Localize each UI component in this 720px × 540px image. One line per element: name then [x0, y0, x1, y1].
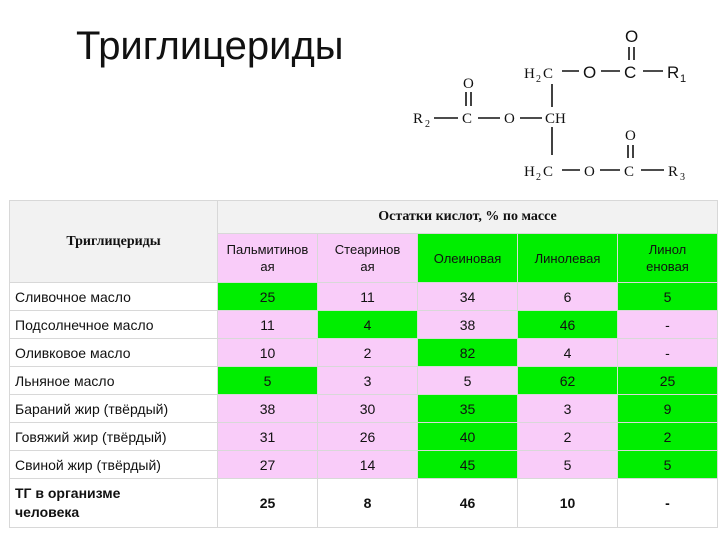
- table-cell: 3: [518, 395, 618, 423]
- table-cell: 46: [518, 311, 618, 339]
- table-cell: 5: [418, 367, 518, 395]
- table-cell: 9: [618, 395, 718, 423]
- row-label: Оливковое масло: [10, 339, 218, 367]
- table-row: [10, 451, 718, 479]
- formula-atom-o: O: [583, 63, 597, 82]
- table-cell: 5: [518, 451, 618, 479]
- formula-atom-o: O: [504, 111, 515, 127]
- table-cell: 11: [318, 283, 418, 311]
- table-cell: 5: [218, 367, 318, 395]
- row-label: Говяжий жир (твёрдый): [10, 423, 218, 451]
- table-row: [10, 339, 718, 367]
- table-corner-header: Триглицериды: [10, 201, 218, 283]
- formula-atom-c: C: [624, 63, 637, 82]
- column-header-line1: Стеаринов: [334, 242, 401, 257]
- column-header-line1: Олеиновая: [433, 250, 502, 266]
- column-header-line1: Линол: [648, 242, 687, 257]
- table-cell: 35: [418, 395, 518, 423]
- row-label-line2: человека: [15, 504, 80, 520]
- formula-atom-o: O: [625, 27, 639, 46]
- table-row: [10, 423, 718, 451]
- table-cell: 11: [218, 311, 318, 339]
- formula-atom-c: C: [543, 164, 554, 180]
- row-label: Свиной жир (твёрдый): [10, 451, 218, 479]
- table-cell: 2: [518, 423, 618, 451]
- table-cell: -: [618, 311, 718, 339]
- formula-subscript: 2: [536, 74, 541, 85]
- formula-atom-c: C: [624, 164, 635, 180]
- table-cell: 6: [518, 283, 618, 311]
- table-cell: 25: [218, 283, 318, 311]
- formula-subscript: 2: [536, 172, 541, 183]
- table-cell: 26: [318, 423, 418, 451]
- table-group-header: Остатки кислот, % по массе: [218, 201, 718, 234]
- column-header: [618, 234, 718, 283]
- row-label: Сливочное масло: [10, 283, 218, 311]
- table-row-total: [10, 479, 718, 528]
- column-header: [418, 234, 518, 283]
- table-cell: 4: [318, 311, 418, 339]
- column-header: [518, 234, 618, 283]
- formula-atom-c: C: [543, 66, 554, 82]
- column-header-line2: ая: [260, 259, 275, 274]
- table-cell: 25: [218, 479, 318, 528]
- formula-atom-ch: CH: [545, 111, 566, 127]
- table-cell: -: [618, 339, 718, 367]
- row-label-line1: ТГ в организме: [15, 485, 121, 501]
- table-cell: 38: [418, 311, 518, 339]
- formula-subscript: 1: [680, 73, 687, 85]
- table-cell: 40: [418, 423, 518, 451]
- table-cell: 25: [618, 367, 718, 395]
- table-row: [10, 311, 718, 339]
- table-cell: 10: [218, 339, 318, 367]
- table-body: [10, 283, 718, 528]
- page-title: Триглицериды: [76, 24, 344, 68]
- table-cell: 10: [518, 479, 618, 528]
- table-cell: 3: [318, 367, 418, 395]
- formula-atom-c: C: [462, 111, 473, 127]
- formula-atom-o: O: [625, 128, 636, 144]
- table-row: [10, 283, 718, 311]
- column-header: [318, 234, 418, 283]
- table-row: [10, 395, 718, 423]
- row-label: [10, 479, 218, 528]
- column-header-line2: ая: [360, 259, 375, 274]
- formula-atom-r: R: [667, 63, 680, 82]
- row-label: Бараний жир (твёрдый): [10, 395, 218, 423]
- table-cell: 38: [218, 395, 318, 423]
- table-cell: 27: [218, 451, 318, 479]
- table-cell: 46: [418, 479, 518, 528]
- table-cell: 45: [418, 451, 518, 479]
- table-row: [10, 367, 718, 395]
- table-cell: -: [618, 479, 718, 528]
- table-cell: 2: [318, 339, 418, 367]
- column-header: [218, 234, 318, 283]
- table-cell: 8: [318, 479, 418, 528]
- formula-atom-r: R: [413, 111, 424, 127]
- formula-atom-h: H: [524, 66, 535, 82]
- table-cell: 30: [318, 395, 418, 423]
- table-cell: 34: [418, 283, 518, 311]
- column-header-line2: еновая: [646, 259, 689, 274]
- formula-atom-h: H: [524, 164, 535, 180]
- table-cell: 14: [318, 451, 418, 479]
- formula-atom-o: O: [463, 76, 474, 92]
- column-header-line1: Пальмитинов: [226, 242, 309, 257]
- fatty-acid-table: [9, 200, 718, 528]
- table-cell: 5: [618, 451, 718, 479]
- table-cell: 82: [418, 339, 518, 367]
- table-cell: 2: [618, 423, 718, 451]
- triglyceride-structural-formula: [0, 0, 720, 200]
- table-cell: 31: [218, 423, 318, 451]
- table-cell: 5: [618, 283, 718, 311]
- formula-atom-r: R: [668, 164, 679, 180]
- table-cell: 62: [518, 367, 618, 395]
- formula-atom-o: O: [584, 164, 595, 180]
- row-label: Подсолнечное масло: [10, 311, 218, 339]
- column-header-line1: Линолевая: [534, 250, 601, 266]
- row-label: Льняное масло: [10, 367, 218, 395]
- table-cell: 4: [518, 339, 618, 367]
- formula-subscript: 3: [680, 172, 685, 183]
- formula-subscript: 2: [425, 119, 430, 130]
